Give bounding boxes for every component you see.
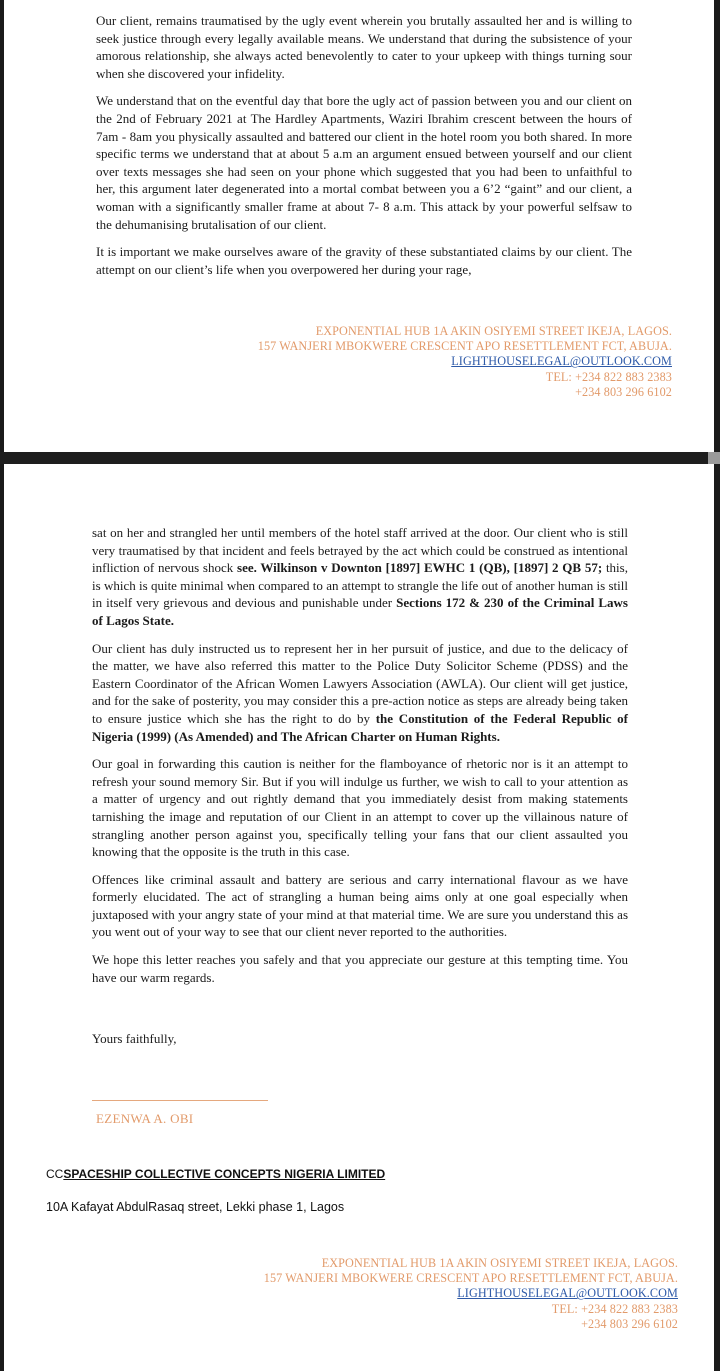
letter-page-1 <box>4 0 714 452</box>
page2-body <box>92 524 628 996</box>
footer-address-lagos: EXPONENTIAL HUB 1A AKIN OSIYEMI STREET IKEJA, LAGOS. <box>321 1256 678 1270</box>
constitution-citation: the Constitution of the Federal Republic of Nigeria (1999) (As Amended) and The African Charter on Human Rights. <box>92 710 628 744</box>
paragraph-offences: Offences like criminal assault and battery are serious and carry international flavour as we have formerly elucidated. The act of strangling a human being aims only at one goal especially when juxtaposed with your angry state of your mind at that material time. We are sure you understand this as you went out of your way to see that our client never reported to the authorities. <box>92 871 628 940</box>
statute-citation: Sections 172 & 230 of the Criminal Laws of Lagos State. <box>92 595 628 628</box>
paragraph-goal: Our goal in forwarding this caution is neither for the flamboyance of rhetoric nor is it an attempt to refresh your sound memory Sir. But if you will indulge us further, we wish to call to your attention as a matter of urgency and out rightly demand that you immediately desist from making statements tarnishing the image and reputation of our Client in an attempt to cover up the villainous nature of strangling another person against you, specifically telling your fans that our client assaulted you knowing that the opposite is the truth in this case. <box>92 756 628 860</box>
footer-email-link[interactable]: LIGHTHOUSELEGAL@OUTLOOK.COM <box>451 354 672 369</box>
footer-address-abuja: 157 WANJERI MBOKWERE CRESCENT APO RESETTLEMENT FCT, ABUJA. <box>257 339 672 354</box>
closing-salutation: Yours faithfully, <box>92 1031 177 1046</box>
footer-tel-2: +234 803 296 6102 <box>581 1316 678 1331</box>
footer-address-lagos: EXPONENTIAL HUB 1A AKIN OSIYEMI STREET IKEJA, LAGOS. <box>315 324 672 338</box>
page1-body <box>96 12 632 288</box>
signer-name: EZENWA A. OBI <box>96 1111 194 1126</box>
paragraph-gravity: It is important we make ourselves aware of the gravity of these substantiated claims by our client. The attempt on our client’s life when you overpowered her during your rage, <box>96 244 632 277</box>
footer-email-link[interactable]: LIGHTHOUSELEGAL@OUTLOOK.COM <box>457 1286 678 1301</box>
paragraph-eventful-day: We understand that on the eventful day that bore the ugly act of passion between you and our client on the 2nd of February 2021 at The Hardley Apartments, Waziri Ibrahim crescent between the hours of 7am - 8am you physically assaulted and battered our client in the hotel room you both shared. In more specific terms we understand that at about 5 a.m an argument ensued between yourself and our client over texts messages she had seen on your phone which suggested that you had been to unfaithful to her, this argument later degenerated into a mortal combat between you a 6’2 “gaint” and our client, a woman with a significantly smaller frame at about 7- 8 a.m. This attack by your powerful selfsaw to the dehumanising brutalisation of our client. <box>96 93 632 232</box>
paragraph-instructed-text: Our client has duly instructed us to represent her in her pursuit of justice, and due to the delicacy of the matter, we have also referred this matter to the Police Duty Solicitor Scheme (PDSS) and the Eastern Coordinator of the African Women Lawyers Association (AWLA). Our client will get justice, and for the sake of posterity, you may consider this a pre-action notice as steps are already being taken to ensure justice which she has the right to do by <box>92 640 628 726</box>
letterhead-footer-1 <box>258 324 672 400</box>
paragraph-strangled-text-a: sat on her and strangled her until members of the hotel staff arrived at the door. Our client who is still very traumatised by that incident and feels betrayed by the act which could be construed as intentional infliction of nervous shock <box>92 525 628 576</box>
paragraph-instructed <box>92 640 628 746</box>
footer-tel-2: +234 803 296 6102 <box>575 384 672 399</box>
case-citation: see. Wilkinson v Downton [1897] EWHC 1 (QB), [1897] 2 QB 57; <box>237 560 603 576</box>
page-divider <box>0 452 720 464</box>
page-divider-edge <box>708 452 720 464</box>
cc-address: 10A Kafayat AbdulRasaq street, Lekki phase 1, Lagos <box>46 1200 345 1214</box>
signature-line <box>92 1100 268 1101</box>
paragraph-traumatised: Our client, remains traumatised by the ugly event wherein you brutally assaulted her and is willing to seek justice through every legally available means. We understand that during the subsistence of your amorous relationship, she always acted benevolently to cater to your upkeep with things turning sour when she discovered your infidelity. <box>96 13 632 81</box>
paragraph-strangled <box>92 524 628 630</box>
cc-company: SPACESHIP COLLECTIVE CONCEPTS NIGERIA LIMITED <box>63 1167 386 1181</box>
paragraph-hope: We hope this letter reaches you safely and that you appreciate our gesture at this tempting time. You have our warm regards. <box>92 952 628 985</box>
cc-prefix: CC <box>46 1167 64 1181</box>
letterhead-footer-2 <box>264 1256 678 1332</box>
paragraph-strangled-text-c: this, is which is quite minimal when compared to an attempt to strangle the life out of another human is still in itself very grievous and devious and punishable under <box>92 560 628 611</box>
footer-address-abuja: 157 WANJERI MBOKWERE CRESCENT APO RESETTLEMENT FCT, ABUJA. <box>263 1271 678 1286</box>
footer-tel-1: TEL: +234 822 883 2383 <box>545 369 672 384</box>
cc-line <box>46 1167 385 1181</box>
footer-tel-1: TEL: +234 822 883 2383 <box>551 1301 678 1316</box>
